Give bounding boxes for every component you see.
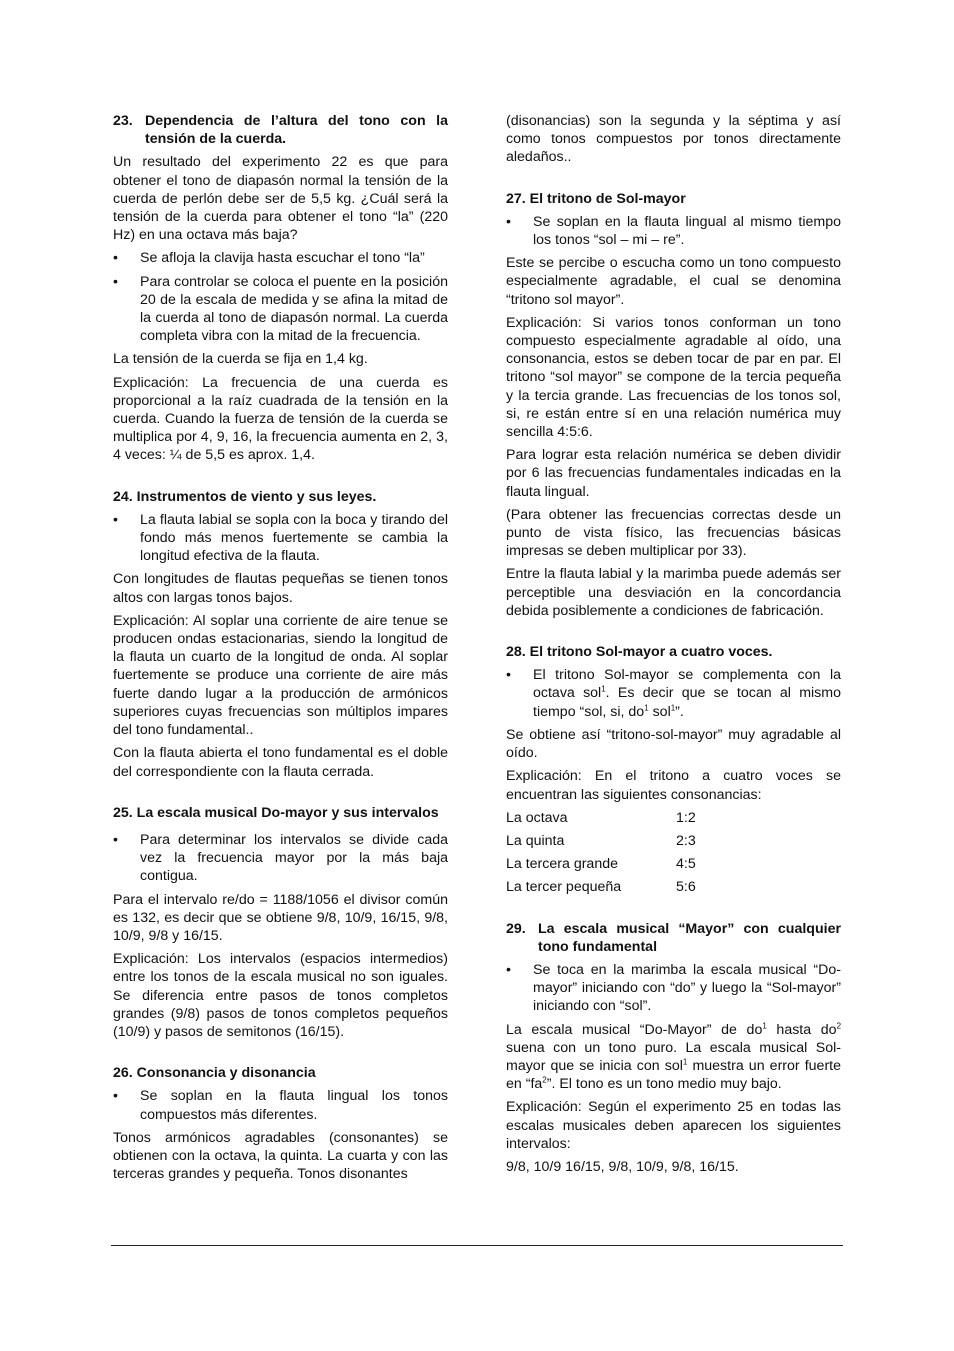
section-29-title: La escala musical “Mayor” con cualquier tono fundamental (538, 920, 841, 955)
interval-ratio: 5:6 (676, 879, 696, 896)
section-25-result: Para el intervalo re/do = 1188/1056 el divisor común es 132, es decir que se obtiene 9/8, 10/9, 16/15, 9/8, 10/9, 9/8 y 16/15. (113, 891, 448, 944)
right-column (506, 112, 841, 1181)
section-29-explanation: Explicación: Según el experimento 25 en todas las escalas musicales deben aparecen los siguientes intervalos: (506, 1099, 841, 1152)
superscript: 1 (601, 684, 606, 694)
text: ”. (675, 703, 684, 720)
interval-name: La quinta (506, 832, 565, 849)
section-27-paragraph: Para lograr esta relación numérica se deben dividir por 6 las frecuencias fundamentales indicadas en la flauta lingual. (506, 447, 841, 500)
list-item: • Para determinar los intervalos se divide cada vez la frecuencia mayor por la más baja contigua. (113, 831, 448, 886)
text: muestra un error fuerte en “fa (506, 1057, 842, 1093)
list-item: • Para controlar se coloca el puente en la posición 20 de la escala de medida y se afina la mitad de la cuerda al tono de diapasón normal. La cuerda completa vibra con la mitad de la frecuencia. (113, 273, 448, 346)
section-26-paragraph: Tonos armónicos agradables (consonantes) se obtienen con la octava, la quinta. La cuarta y con las terceras grandes y pequeña. Tonos disonantes (113, 1129, 448, 1183)
section-28-result: Se obtiene así “tritono-sol-mayor” muy agradable al oído. (506, 726, 841, 762)
section-23-list (113, 249, 448, 345)
text: El tritono Sol-mayor se complementa con la octava sol (533, 667, 841, 702)
section-29-result (506, 1021, 841, 1094)
text: ”. El tono es un tono medio muy bajo. (546, 1076, 782, 1093)
superscript: 2 (836, 1020, 842, 1030)
left-column (113, 112, 448, 1188)
section-28-explanation: Explicación: En el tritono a cuatro voces se encuentran las siguientes consonancias: (506, 768, 841, 803)
section-23-intro: Un resultado del experimento 22 es que para obtener el tono de diapasón normal la tensión de la cuerda de perlón debe ser de 5,5 kg. ¿Cuál será la tensión de la cuerda para obtener el tono “la” (220 Hz) en una octava más baja? (113, 154, 448, 244)
section-26-continuation: (disonancias) son la segunda y la séptima y así como tonos compuestos por tonos directamente aledaños.. (506, 113, 841, 166)
section-29-number: 29. (506, 920, 526, 937)
section-29-intervals: 9/8, 10/9 16/15, 9/8, 10/9, 9/8, 16/15. (506, 1158, 739, 1175)
text: suena con un tono puro. La escala musical Sol-mayor que se inicia con sol (506, 1039, 841, 1074)
section-23-explanation: Explicación: La frecuencia de una cuerda es proporcional a la raíz cuadrada de la tensión en la cuerda. Cuando la fuerza de tensión de la cuerda se multiplica por 4, 9, 16, la frecuencia aumenta en 2, 3, 4 veces: ¼ de 5,5 es aprox. 1,4. (113, 374, 448, 464)
interval-name: La tercera grande (506, 856, 618, 873)
table-row (506, 878, 841, 896)
section-23-result: La tensión de la cuerda se fija en 1,4 kg. (113, 351, 368, 368)
text: sol (648, 703, 671, 720)
section-24-heading: 24. Instrumentos de viento y sus leyes. (113, 488, 377, 505)
section-27-explanation: Explicación: Si varios tonos conforman un tono compuesto especialmente agradable al oído, una consonancia, estos se deben tocar de par en par. El tritono “sol mayor” se compone de la tercia pequeña y la tercia grande. Las frecuencias de los tonos sol, si, re están entre sí en una relación numérica muy sencilla 4:5:6. (506, 314, 841, 441)
section-27-paragraph: Entre la flauta labial y la marimba puede además ser perceptible una desviación en la concordancia debida posiblemente a condiciones de fabricación. (506, 566, 841, 619)
section-28-heading: 28. El tritono Sol-mayor a cuatro voces. (506, 644, 773, 661)
interval-name: La tercer pequeña (506, 879, 622, 896)
superscript: 2 (542, 1075, 547, 1085)
section-29-list (506, 961, 841, 1016)
table-row (506, 809, 841, 827)
interval-ratio: 2:3 (676, 832, 696, 849)
consonance-table (506, 809, 841, 897)
section-25-explanation: Explicación: Los intervalos (espacios intermedios) entre los tonos de la escala musical no son iguales. Se diferencia entre pasos de tonos completos grandes (9/8) pasos de tonos completos pequeños (10/9) y pasos de semitonos (16/15). (113, 951, 448, 1040)
text: . Es decir que se tocan al mismo tiempo “sol, si, do (533, 685, 841, 720)
section-27-list (506, 213, 841, 249)
section-24-result: Con longitudes de flautas pequeñas se tienen tonos altos con largas tonos bajos. (113, 571, 448, 606)
section-27-heading: 27. El tritono de Sol-mayor (506, 190, 686, 207)
table-row (506, 832, 841, 850)
interval-ratio: 1:2 (676, 809, 696, 826)
section-24-list (113, 511, 448, 566)
list-item: • Se soplan en la flauta lingual los tonos compuestos más diferentes. (113, 1087, 448, 1123)
section-29-heading (506, 920, 841, 956)
superscript: 1 (670, 702, 676, 712)
section-24-explanation: Explicación: Al soplar una corriente de aire tenue se producen ondas estacionarias, siendo la longitud de la flauta un cuarto de la longitud de onda. Al soplar fuertemente se produce una corriente de aire más fuerte dando lugar a la producción de armónicos superiores cuyas frecuencias son múltiplos impares del tono fundamental.. (113, 612, 448, 739)
superscript: 1 (762, 1020, 767, 1030)
section-27-note: (Para obtener las frecuencias correctas desde un punto de vista físico, las frecuencias básicas impresas se deben multiplicar por 33). (506, 506, 841, 560)
section-28-list (506, 666, 841, 721)
section-26-list (113, 1087, 448, 1123)
section-23-title: Dependencia de l’altura del tono con la tensión de la cuerda. (145, 113, 448, 148)
section-23-number: 23. (113, 113, 133, 129)
section-26-heading: 26. Consonancia y disonancia (113, 1065, 316, 1082)
list-item: • Se toca en la marimba la escala musical “Do-mayor” iniciando con “do” y luego la “Sol-mayor” iniciando con “sol”. (506, 961, 841, 1016)
interval-name: La octava (506, 809, 568, 826)
table-row (506, 855, 841, 873)
text: La escala musical “Do-Mayor” de do (506, 1021, 763, 1038)
section-24-note: Con la flauta abierta el tono fundamental es el doble del correspondiente con la flauta cerrada. (113, 745, 448, 780)
list-item (506, 666, 841, 721)
superscript: 1 (682, 1057, 688, 1067)
footer-rule (111, 1245, 843, 1246)
section-27-result: Este se percibe o escucha como un tono compuesto especialmente agradable, el cual se denomina “tritono sol mayor”. (506, 255, 841, 308)
interval-ratio: 4:5 (676, 856, 696, 873)
section-25-heading: 25. La escala musical Do-mayor y sus intervalos (113, 804, 439, 821)
list-item: • Se soplan en la flauta lingual al mismo tiempo los tonos “sol – mi – re”. (506, 213, 841, 249)
list-item: • Se afloja la clavija hasta escuchar el tono “la” (113, 249, 448, 267)
section-23-heading (113, 112, 448, 148)
list-item: • La flauta labial se sopla con la boca y tirando del fondo más menos fuertemente se cambia la longitud efectiva de la flauta. (113, 511, 448, 566)
section-25-list (113, 831, 448, 886)
superscript: 1 (644, 702, 649, 712)
text: hasta do (766, 1021, 837, 1038)
